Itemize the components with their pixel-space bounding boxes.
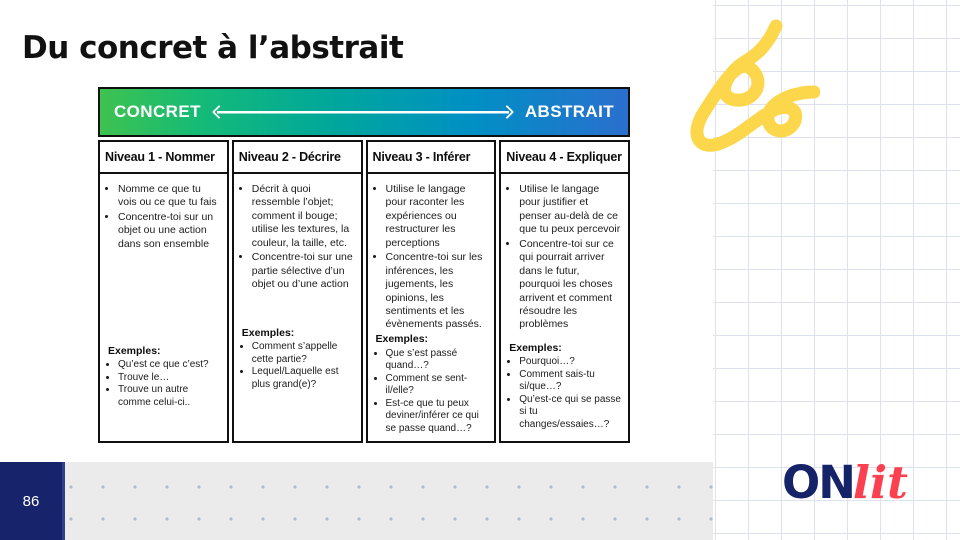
examples-list: [504, 356, 623, 431]
examples-section: [103, 345, 222, 409]
bullet-item: • Décrit à quoi ressemble l’objet; comment il bouge; utilise les textures, la couleur, la taille, etc.: [252, 183, 356, 250]
example-item: • Est-ce que tu peux deviner/inférer ce qui se passe quand…?: [386, 398, 490, 436]
bullet-list: [237, 183, 356, 293]
column-body: [100, 174, 227, 441]
examples-label: Exemples:: [108, 344, 161, 357]
examples-list: [103, 359, 222, 409]
levels-table: [98, 87, 630, 443]
example-item: • Pourquoi…?: [519, 356, 623, 369]
example-item: • Comment s’appelle cette partie?: [252, 341, 356, 366]
column-body: [234, 174, 361, 441]
logo-lit-text: lit: [852, 456, 908, 509]
bullet-item: • Concentre-toi sur une partie sélective d’un objet ou d’une action: [252, 251, 356, 291]
bullet-item: • Utilise le langage pour justifier et penser au-delà de ce que tu peux percevoir: [519, 183, 623, 237]
concret-label: CONCRET: [114, 102, 201, 121]
logo-on-text: ON: [782, 456, 854, 509]
bullet-list: [371, 183, 490, 333]
column-niveau-3: [366, 140, 497, 443]
page-number: 86: [22, 492, 40, 510]
onlit-logo: [782, 456, 908, 509]
concret-abstrait-header: [98, 87, 630, 137]
example-item: • Trouve un autre comme celui-ci..: [118, 384, 222, 409]
bullet-item: • Concentre-toi sur un objet ou une action dans son ensemble: [118, 211, 222, 251]
example-item: • Comment se sent-il/elle?: [386, 373, 490, 398]
example-item: • Que s’est passé quand…?: [386, 348, 490, 373]
examples-section: [504, 342, 623, 431]
example-item: • Qu’est ce que c’est?: [118, 359, 222, 372]
example-item: • Trouve le…: [118, 372, 222, 385]
column-niveau-2: [232, 140, 363, 443]
examples-section: [371, 333, 490, 435]
bullet-item: • Nomme ce que tu vois ou ce que tu fais: [118, 183, 222, 210]
examples-list: [237, 341, 356, 391]
column-body: [501, 174, 628, 441]
example-item: • Comment sais-tu si/que…?: [519, 369, 623, 394]
example-item: • Lequel/Laquelle est plus grand(e)?: [252, 366, 356, 391]
footer-strip: [0, 462, 713, 540]
column-niveau-1: [98, 140, 229, 443]
column-header: Niveau 4 - Expliquer: [501, 142, 628, 174]
column-header: Niveau 1 - Nommer: [100, 142, 227, 174]
examples-label: Exemples:: [509, 341, 562, 354]
column-body: [368, 174, 495, 441]
example-item: • Qu’est-ce qui se passe si tu changes/essaies…?: [519, 394, 623, 432]
page-number-box: [0, 462, 65, 540]
column-header: Niveau 3 - Inférer: [368, 142, 495, 174]
examples-list: [371, 348, 490, 436]
column-header: Niveau 2 - Décrire: [234, 142, 361, 174]
bullet-item: • Concentre-toi sur ce qui pourrait arriver dans le futur, pourquoi les choses arrivent et comment résoudre les problèmes: [519, 238, 623, 332]
bullet-list: [504, 183, 623, 333]
table-columns: [98, 140, 630, 443]
column-niveau-4: [499, 140, 630, 443]
page-title: Du concret à l’abstrait: [22, 30, 404, 66]
bullet-item: • Concentre-toi sur les inférences, les jugements, les opinions, les sentiments et les évènements passés.: [386, 251, 490, 332]
bullet-list: [103, 183, 222, 252]
dotted-pattern: [65, 462, 713, 540]
squiggle-doodle-icon: [688, 16, 820, 154]
abstrait-label: ABSTRAIT: [524, 102, 614, 121]
examples-label: Exemples:: [375, 333, 429, 346]
examples-section: [237, 327, 356, 391]
double-arrow-icon: [213, 102, 513, 122]
examples-label: Exemples:: [241, 326, 295, 339]
bullet-item: • Utilise le langage pour raconter les expériences ou restructurer les perceptions: [386, 183, 490, 250]
